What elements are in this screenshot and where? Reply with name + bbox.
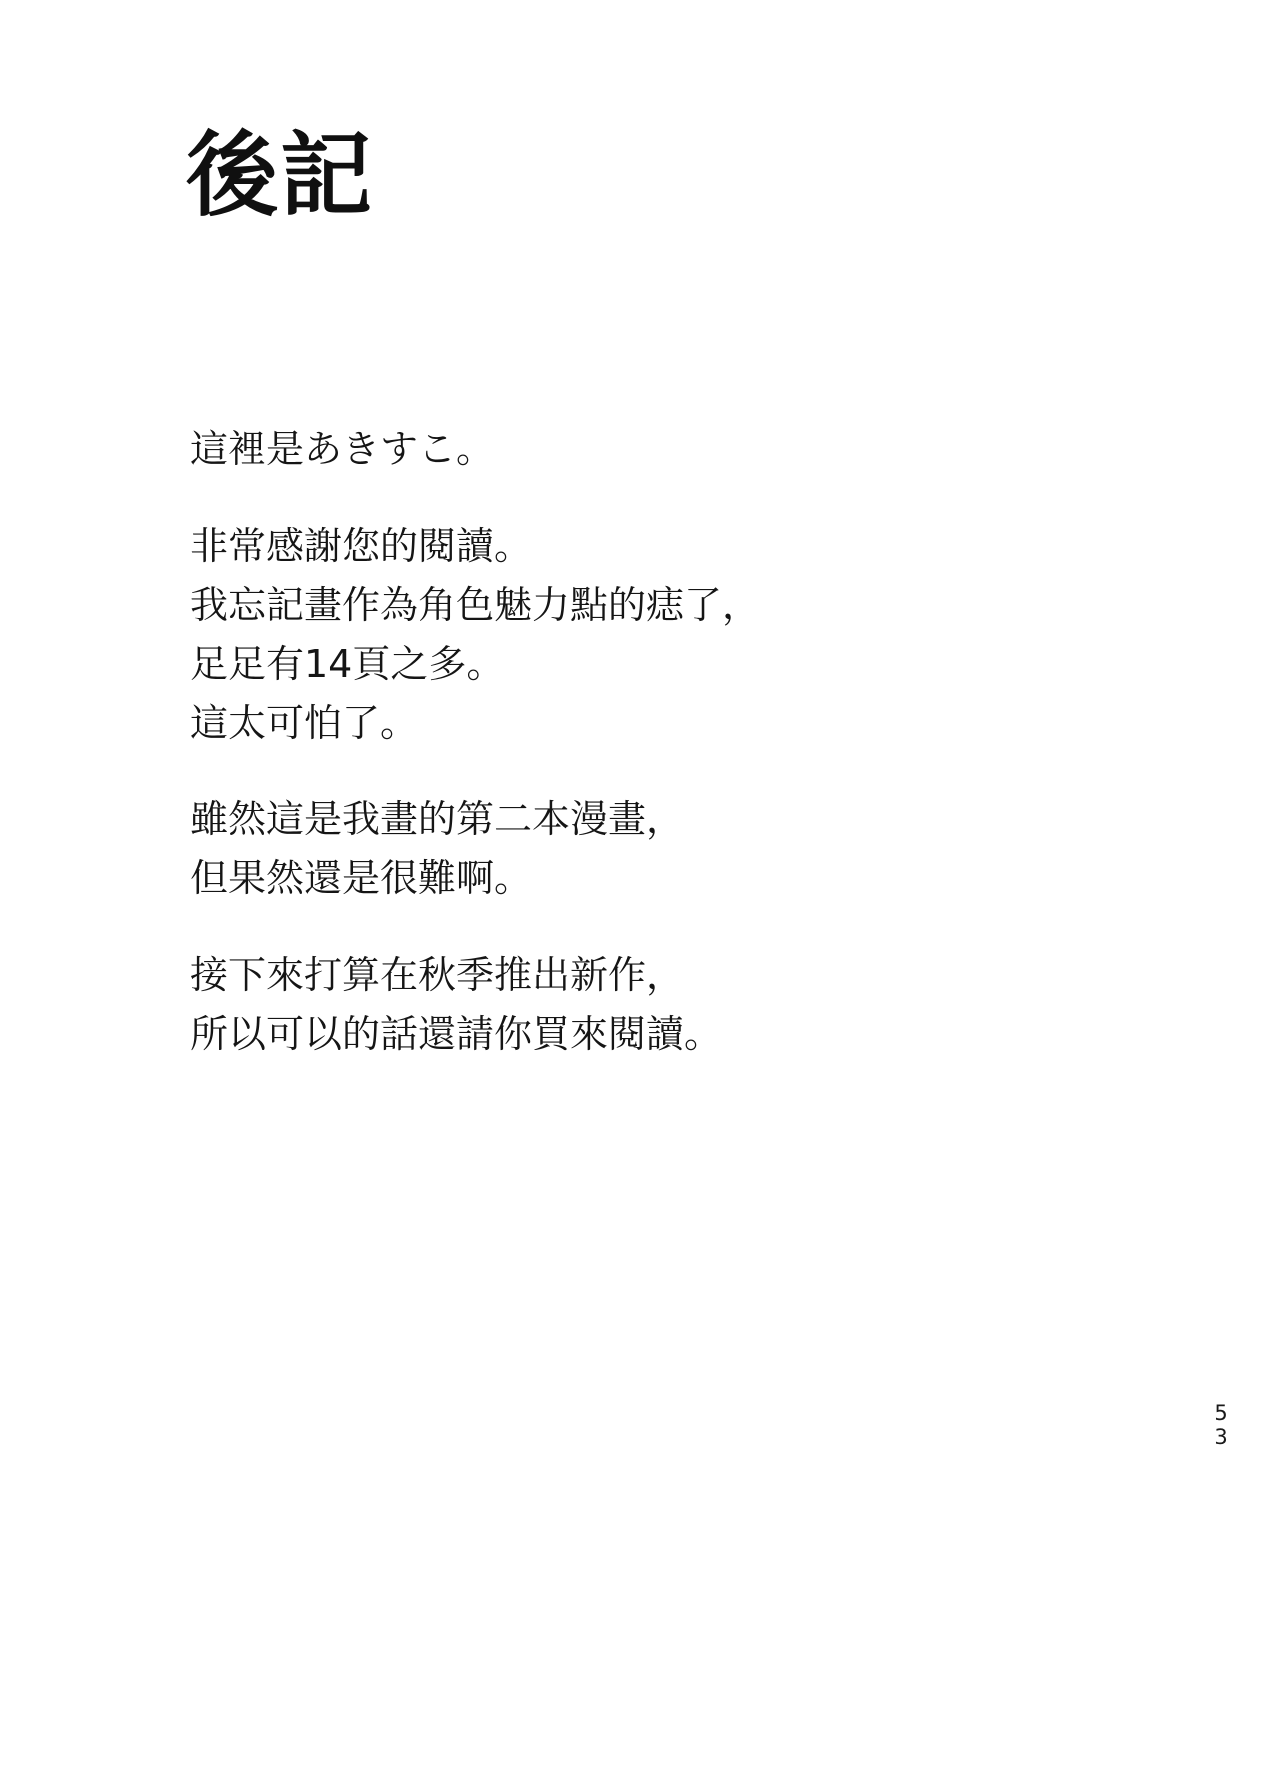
paragraph-next-work <box>190 946 1050 1064</box>
text-line: 非常感謝您的閱讀。 <box>190 523 533 568</box>
text-line: 這太可怕了。 <box>190 700 419 745</box>
page-title: 後記 <box>186 122 375 229</box>
page-number <box>1208 1401 1234 1449</box>
paragraph-greeting <box>190 420 1050 479</box>
text-line: 足足有14頁之多。 <box>190 641 505 686</box>
text-line: 我忘記畫作為角色魅力點的痣了， <box>190 582 761 627</box>
page-number-digit: 5 <box>1214 1400 1228 1425</box>
text-line: 這裡是あきすこ。 <box>190 427 495 471</box>
paragraph-second-book <box>190 790 1050 908</box>
text-line: 接下來打算在秋季推出新作， <box>190 953 685 998</box>
paragraph-thanks <box>190 517 1050 753</box>
afterword-body <box>190 420 1050 1064</box>
text-line: 所以可以的話還請你買來閱讀。 <box>190 1012 723 1057</box>
page-number-digit: 3 <box>1214 1424 1228 1449</box>
text-line: 但果然還是很難啊。 <box>190 856 533 901</box>
text-line: 雖然這是我畫的第二本漫畫， <box>190 797 685 842</box>
